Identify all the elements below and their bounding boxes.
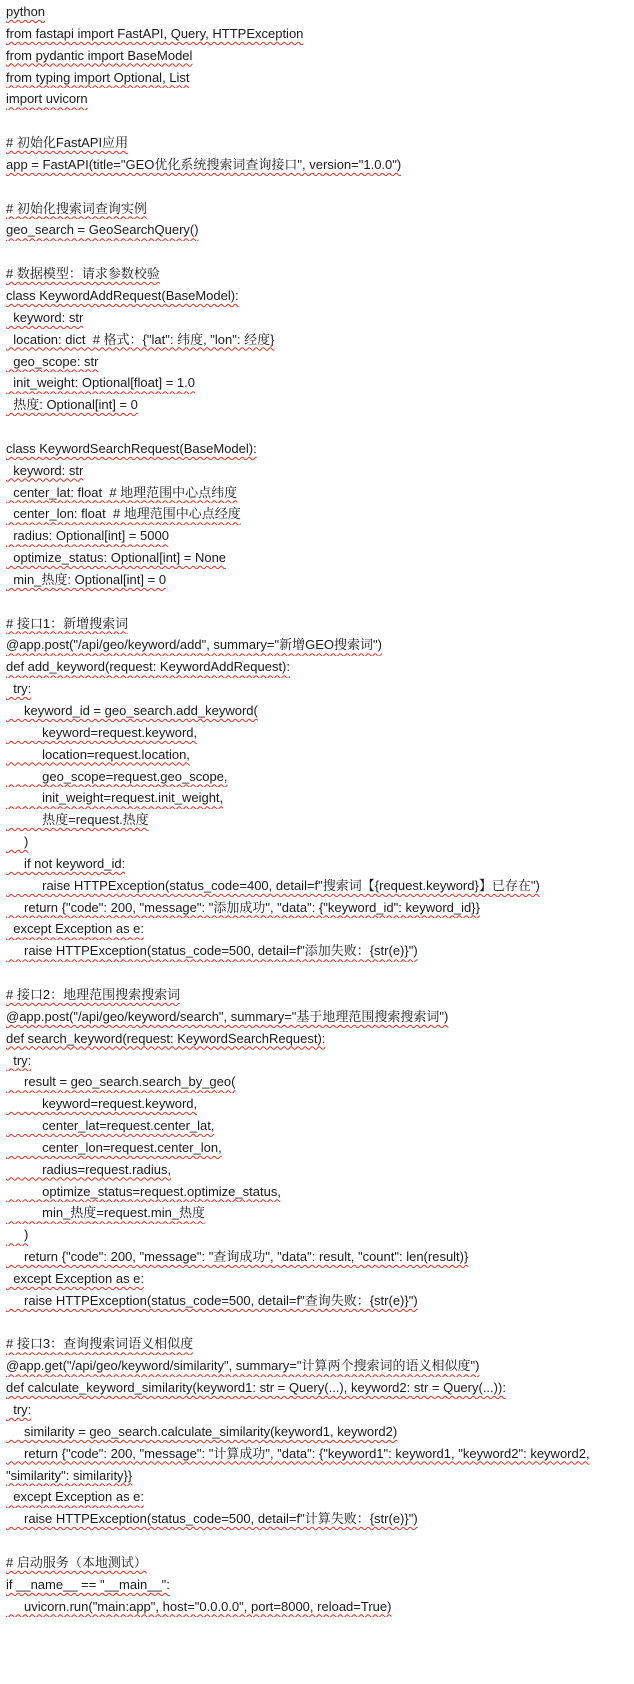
code-line-text: 热度: Optional[int] = 0: [6, 397, 138, 413]
code-line: [6, 984, 634, 1006]
code-line-text: center_lat=request.center_lat,: [6, 1118, 215, 1134]
code-line: [6, 1355, 634, 1377]
code-line: [6, 1181, 634, 1203]
code-line: [6, 700, 634, 722]
code-line-text: def add_keyword(request: KeywordAddRequest):: [6, 659, 290, 675]
code-line: [6, 853, 634, 875]
code-line: [6, 23, 634, 45]
code-line-text: 热度=request.热度: [6, 812, 149, 828]
code-line-text: raise HTTPException(status_code=500, detail=f"计算失败：{str(e)}"): [6, 1511, 418, 1527]
code-line-text: except Exception as e:: [6, 921, 145, 937]
code-line-text: result = geo_search.search_by_geo(: [6, 1074, 236, 1090]
code-line-text: class KeywordAddRequest(BaseModel):: [6, 287, 239, 303]
code-line-text: raise HTTPException(status_code=400, detail=f"搜索词【{request.keyword}】已存在"): [6, 877, 540, 893]
code-line-text: except Exception as e:: [6, 1489, 145, 1505]
code-line: [6, 656, 634, 678]
code-line-text: center_lon: float # 地理范围中心点经度: [6, 506, 241, 522]
code-line-text: ): [6, 1227, 29, 1243]
code-line: [6, 1574, 634, 1596]
code-line-text: @app.post("/api/geo/keyword/add", summary="新增GEO搜索词"): [6, 637, 382, 653]
code-line: [6, 525, 634, 547]
code-line: [6, 1552, 634, 1574]
code-line: [6, 394, 634, 416]
code-line: [6, 416, 634, 438]
code-line-text: raise HTTPException(status_code=500, detail=f"添加失败：{str(e)}"): [6, 943, 418, 959]
code-line: [6, 1202, 634, 1224]
code-line-text: import uvicorn: [6, 91, 88, 107]
code-line: [6, 809, 634, 831]
code-line-text: keyword: str: [6, 462, 84, 478]
code-line-text: min_热度=request.min_热度: [6, 1205, 206, 1221]
code-line-text: if not keyword_id:: [6, 855, 126, 871]
code-line-text: uvicorn.run("main:app", host="0.0.0.0", port=8000, reload=True): [6, 1598, 392, 1614]
code-line: [6, 198, 634, 220]
code-line-text: radius=request.radius,: [6, 1161, 172, 1177]
code-line-text: def search_keyword(request: KeywordSearchRequest):: [6, 1030, 326, 1046]
code-line: [6, 1093, 634, 1115]
code-line-text: # 接口3：查询搜索词语义相似度: [6, 1336, 194, 1352]
code-line-text: # 接口2：地理范围搜索搜索词: [6, 986, 181, 1002]
code-line: [6, 831, 634, 853]
code-line: [6, 1508, 634, 1530]
code-line: [6, 1115, 634, 1137]
code-line: [6, 482, 634, 504]
code-line: [6, 678, 634, 700]
code-line: [6, 722, 634, 744]
code-line: [6, 1333, 634, 1355]
code-line: [6, 547, 634, 569]
code-line-text: # 初始化搜索词查询实例: [6, 200, 147, 216]
code-line-text: @app.post("/api/geo/keyword/search", summary="基于地理范围搜索搜索词"): [6, 1008, 449, 1024]
code-line-text: keyword_id = geo_search.add_keyword(: [6, 703, 258, 718]
code-line: [6, 1312, 634, 1334]
code-line-text: geo_search = GeoSearchQuery(): [6, 222, 199, 238]
code-line-text: geo_scope: str: [6, 353, 99, 369]
code-line-text: geo_scope=request.geo_scope,: [6, 768, 228, 784]
code-line-text: init_weight=request.init_weight,: [6, 790, 224, 806]
code-line: [6, 1290, 634, 1312]
code-line-text: center_lat: float # 地理范围中心点纬度: [6, 484, 238, 500]
code-line-text: ): [6, 834, 29, 850]
code-line: [6, 110, 634, 132]
code-line: [6, 940, 634, 962]
code-line-text: # 接口1：新增搜索词: [6, 615, 129, 631]
code-line: [6, 1399, 634, 1421]
code-line-text: if __name__ == "__main__":: [6, 1576, 170, 1592]
code-line-text: optimize_status=request.optimize_status,: [6, 1183, 281, 1199]
code-line: [6, 285, 634, 307]
code-line-text: try:: [6, 1052, 32, 1068]
code-line: [6, 1224, 634, 1246]
code-line: [6, 307, 634, 329]
code-line: [6, 329, 634, 351]
code-line: [6, 875, 634, 897]
code-line-text: # 数据模型：请求参数校验: [6, 266, 160, 282]
code-line: [6, 1530, 634, 1552]
code-line: [6, 787, 634, 809]
code-line: [6, 154, 634, 176]
code-line: [6, 613, 634, 635]
code-line: [6, 1050, 634, 1072]
code-line: [6, 1006, 634, 1028]
code-line: [6, 1443, 634, 1465]
code-line: [6, 1071, 634, 1093]
code-line-text: app = FastAPI(title="GEO优化系统搜索词查询接口", version="1.0.0"): [6, 156, 402, 172]
code-line-text: try:: [6, 1402, 32, 1417]
code-line: [6, 744, 634, 766]
code-line: [6, 1465, 634, 1487]
code-line: [6, 503, 634, 525]
code-line: [6, 438, 634, 460]
code-line-text: from pydantic import BaseModel: [6, 47, 193, 63]
code-line-text: min_热度: Optional[int] = 0: [6, 571, 167, 587]
code-line: [6, 1421, 634, 1443]
code-line-text: return {"code": 200, "message": "查询成功", "data": result, "count": len(result)}: [6, 1249, 469, 1265]
code-line: [6, 1246, 634, 1268]
code-line-text: similarity = geo_search.calculate_similarity(keyword1, keyword2): [6, 1423, 398, 1439]
code-line-text: optimize_status: Optional[int] = None: [6, 550, 227, 566]
code-line: [6, 1, 634, 23]
code-line: [6, 1159, 634, 1181]
code-line: [6, 132, 634, 154]
code-line-text: try:: [6, 681, 32, 697]
code-line-text: radius: Optional[int] = 5000: [6, 528, 169, 544]
code-line-text: "similarity": similarity}}: [6, 1467, 133, 1483]
code-line: [6, 1268, 634, 1290]
code-line: [6, 897, 634, 919]
code-line: [6, 372, 634, 394]
code-line: [6, 569, 634, 591]
code-line-text: # 初始化FastAPI应用: [6, 135, 129, 151]
code-line: [6, 962, 634, 984]
code-line-text: python: [6, 4, 46, 19]
code-line: [6, 1377, 634, 1399]
code-line: [6, 45, 634, 67]
code-line-text: keyword=request.keyword,: [6, 724, 198, 740]
code-line: [6, 219, 634, 241]
code-line-text: init_weight: Optional[float] = 1.0: [6, 375, 195, 391]
code-line: [6, 634, 634, 656]
code-line-text: raise HTTPException(status_code=500, detail=f"查询失败：{str(e)}"): [6, 1292, 418, 1308]
code-line-text: def calculate_keyword_similarity(keyword1: str = Query(...), keyword2: str = Query(...)):: [6, 1380, 506, 1396]
code-line: [6, 241, 634, 263]
code-line-text: return {"code": 200, "message": "计算成功", "data": {"keyword1": keyword1, "keyword2": keyword2,: [6, 1445, 590, 1461]
code-line: [6, 88, 634, 110]
code-line-text: return {"code": 200, "message": "添加成功", "data": {"keyword_id": keyword_id}}: [6, 899, 480, 915]
code-line: [6, 176, 634, 198]
code-line: [6, 918, 634, 940]
code-line-text: class KeywordSearchRequest(BaseModel):: [6, 440, 257, 456]
code-line-text: from typing import Optional, List: [6, 69, 190, 85]
code-line-text: @app.get("/api/geo/keyword/similarity", summary="计算两个搜索词的语义相似度"): [6, 1358, 480, 1374]
code-line: [6, 591, 634, 613]
code-line-text: from fastapi import FastAPI, Query, HTTPException: [6, 25, 304, 41]
code-line: [6, 1137, 634, 1159]
code-line: [6, 351, 634, 373]
code-line: [6, 1028, 634, 1050]
code-line: [6, 1486, 634, 1508]
code-line: [6, 263, 634, 285]
code-line: [6, 1596, 634, 1618]
code-line: [6, 67, 634, 89]
code-line-text: keyword=request.keyword,: [6, 1096, 198, 1112]
code-line: [6, 766, 634, 788]
code-line-text: except Exception as e:: [6, 1270, 145, 1286]
code-line-text: location=request.location,: [6, 746, 190, 762]
code-line-text: keyword: str: [6, 309, 84, 325]
code-line-text: location: dict # 格式：{"lat": 纬度, "lon": 经度}: [6, 331, 275, 347]
code-line: [6, 460, 634, 482]
code-line-text: # 启动服务（本地测试）: [6, 1554, 147, 1570]
code-line-text: center_lon=request.center_lon,: [6, 1139, 222, 1155]
